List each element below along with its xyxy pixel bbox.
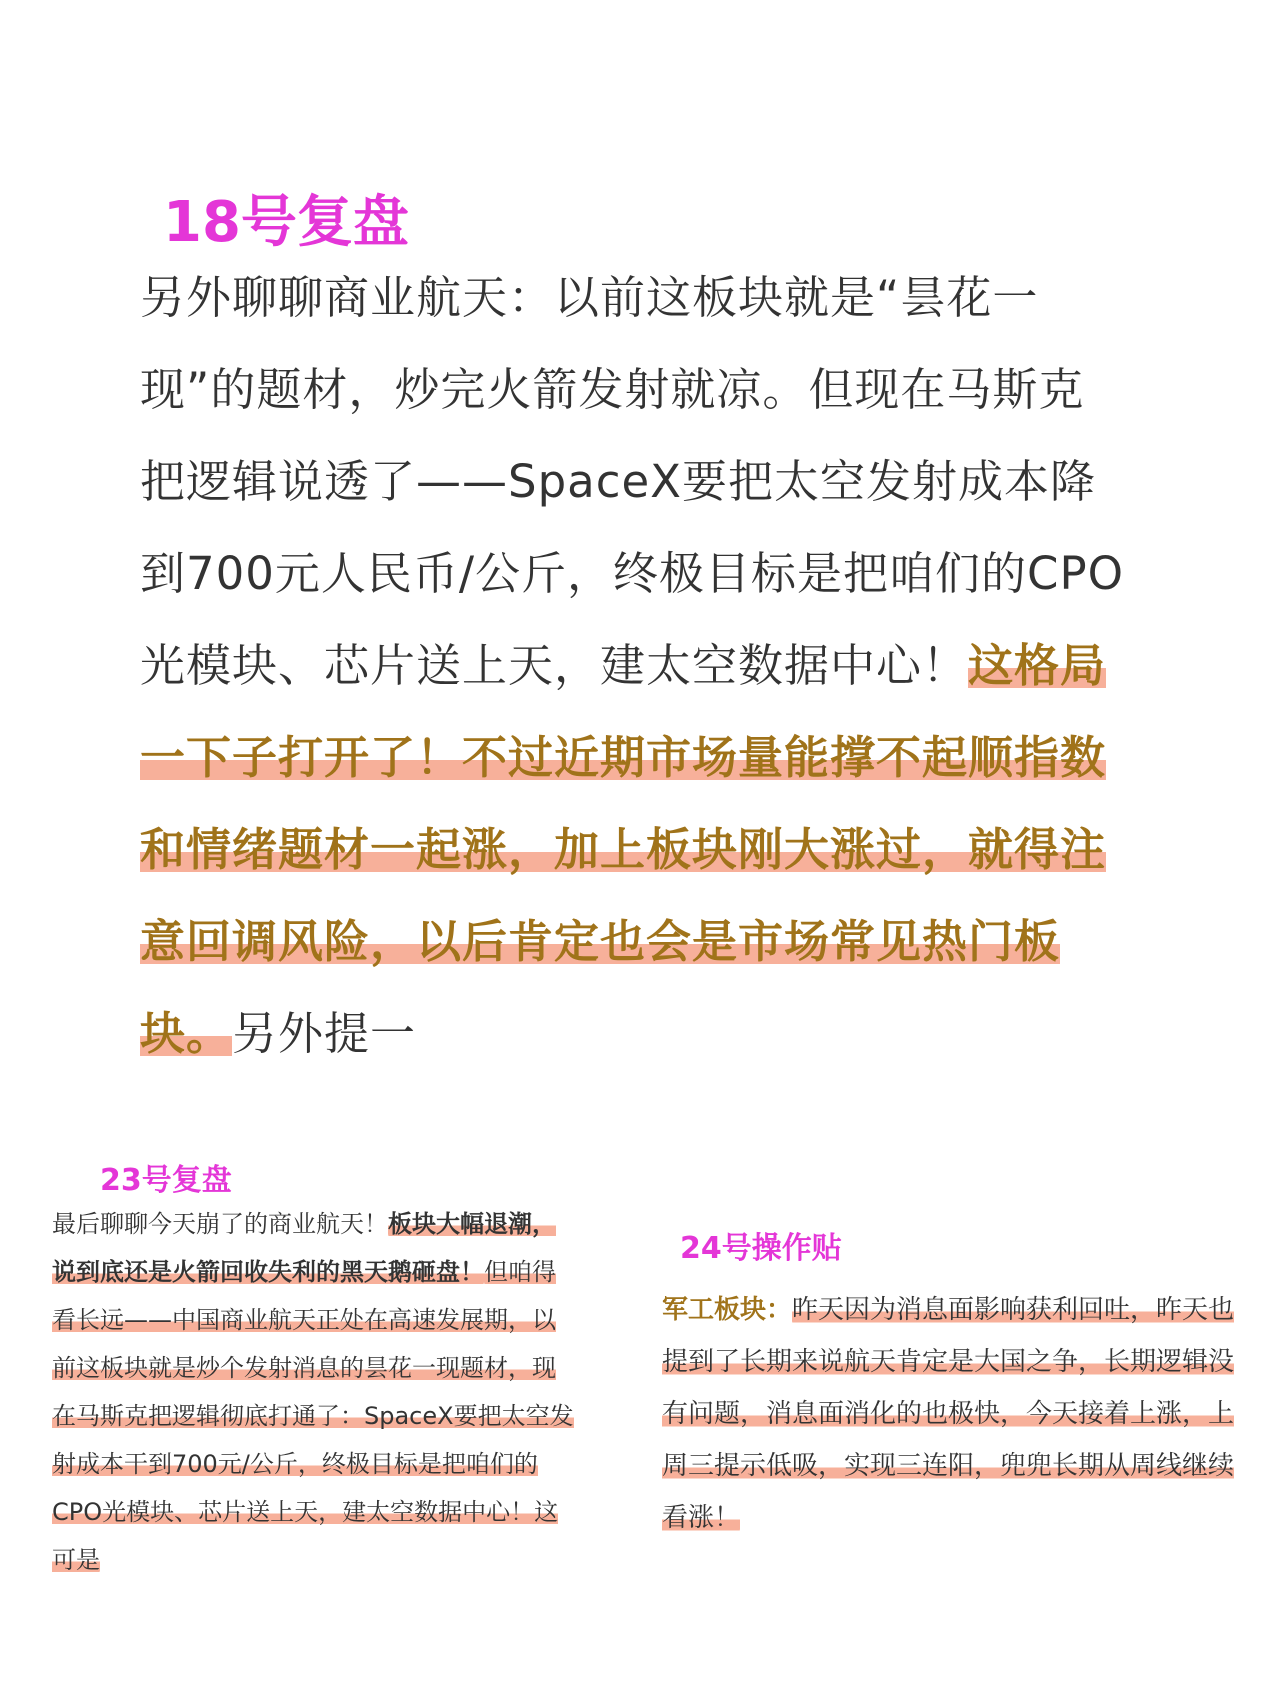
section-23-text-rest: 但咱得看长远——中国商业航天正处在高速发展期，以前这板块就是炒个发射消息的昙花一现题材，现在马斯克把逻辑彻底打通了：SpaceX要把太空发射成本干到700元/公斤，终极目标是把咱们的CPO光模块、芯片送上天，建太空数据中心！这可是 — [52, 1258, 574, 1574]
section-18-title: 18号复盘 — [163, 190, 409, 255]
section-23-body — [52, 1200, 577, 1584]
section-24-text: 昨天因为消息面影响获利回吐，昨天也提到了长期来说航天肯定是大国之争，长期逻辑没有问题，消息面消化的也极快，今天接着上涨，上周三提示低吸，实现三连阳，兜兜长期从周线继续看涨！ — [662, 1295, 1235, 1533]
section-24-title: 24号操作贴 — [680, 1231, 842, 1266]
section-23-title: 23号复盘 — [100, 1163, 232, 1198]
section-18-text-plain: 另外聊聊商业航天：以前这板块就是“昙花一现”的题材，炒完火箭发射就凉。但现在马斯克把逻辑说透了——SpaceX要把太空发射成本降到700元人民币/公斤，终极目标是把咱们的CPO光模块、芯片送上天，建太空数据中心！ — [140, 271, 1125, 692]
section-18-text-highlight: 这格局一下子打开了！不过近期市场量能撑不起顺指数和情绪题材一起涨，加上板块刚大涨过，就得注意回调风险，以后肯定也会是市场常见热门板块。 — [140, 639, 1107, 1060]
section-24-lead: 军工板块： — [662, 1295, 793, 1325]
section-18-text-tail: 另外提一 — [232, 1007, 417, 1060]
section-23-text-highlight: 板块大幅退潮，说到底还是火箭回收失利的黑天鹅砸盘！ — [52, 1210, 556, 1286]
section-24-body — [662, 1284, 1242, 1544]
section-18-body — [140, 252, 1130, 1080]
section-23-text-intro: 最后聊聊今天崩了的商业航天！ — [52, 1210, 388, 1238]
